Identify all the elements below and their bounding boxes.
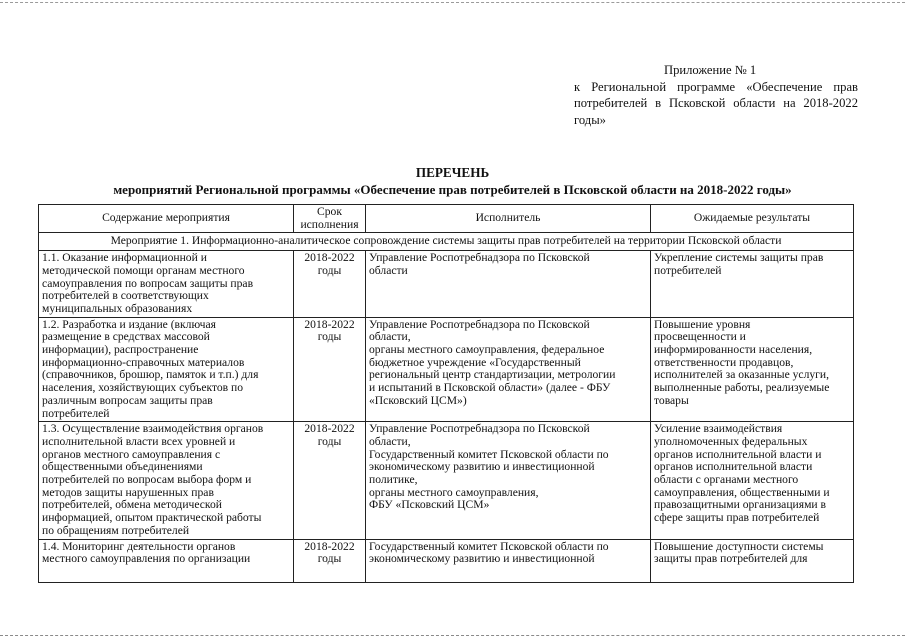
- content-cell: 1.1. Оказание информационной и методической помощи органам местного самоуправления по вопросам защиты прав потребителей в соответствующих муниципальных образованиях: [39, 251, 294, 318]
- table-header-row: [39, 205, 854, 233]
- measures-table: [38, 204, 854, 583]
- header-term: Срок исполнения: [294, 205, 366, 233]
- term-cell: 2018-2022 годы: [294, 317, 366, 422]
- measure-row: [39, 233, 854, 251]
- term-cell: 2018-2022 годы: [294, 422, 366, 539]
- appendix-body: к Региональной программе «Обеспечение прав потребителей в Псковской области на 2018-2022 годы»: [574, 79, 858, 127]
- executor-cell: Управление Роспотребнадзора по Псковской области, органы местного самоуправления, федеральное бюджетное учреждение «Государственный региональный центр стандартизации, метрологии и испытаний в Псковской области» (далее - ФБУ «Псковский ЦСМ»): [366, 317, 651, 422]
- result-cell: Повышение доступности системы защиты прав потребителей для: [651, 539, 854, 582]
- table-row: [39, 317, 854, 422]
- table-row: [39, 422, 854, 539]
- executor-cell: Управление Роспотребнадзора по Псковской области: [366, 251, 651, 318]
- scan-edge-top: [0, 2, 905, 3]
- content-cell: 1.3. Осуществление взаимодействия органов исполнительной власти всех уровней и органов местного самоуправления с общественными объединениями потребителей по вопросам выбора форм и методов защиты нарушенных прав потребителей, обмена методической информацией, опытом практической работы по обращениям потребителей: [39, 422, 294, 539]
- result-cell: Усиление взаимодействия уполномоченных федеральных органов исполнительной власти и органов исполнительной власти области с органами местного самоуправления, общественными и правозащитными организациями в сфере защиты прав потребителей: [651, 422, 854, 539]
- term-cell: 2018-2022 годы: [294, 539, 366, 582]
- document-title: ПЕРЕЧЕНЬ: [415, 165, 490, 180]
- content-cell: 1.2. Разработка и издание (включая размещение в средствах массовой информации), распространение информационно-справочных материалов (справочников, брошюр, памяток и т.п.) для населения, хозяйствующих субъектов по различным вопросам защиты прав потребителей: [39, 317, 294, 422]
- appendix-note: [574, 62, 858, 128]
- term-cell: 2018-2022 годы: [294, 251, 366, 318]
- executor-cell: Государственный комитет Псковской области по экономическому развитию и инвестиционной: [366, 539, 651, 582]
- measure-title: Мероприятие 1. Информационно-аналитическое сопровождение системы защиты прав потребителей на территории Псковской области: [39, 233, 854, 251]
- result-cell: Повышение уровня просвещенности и информированности населения, ответственности продавцов, исполнителей за оказанные услуги, выполненные работы, реализуемые товары: [651, 317, 854, 422]
- document-subtitle: мероприятий Региональной программы «Обеспечение прав потребителей в Псковской области на 2018-2022 годы»: [113, 182, 792, 197]
- header-results: Ожидаемые результаты: [651, 205, 854, 233]
- table-row: [39, 251, 854, 318]
- content-cell: 1.4. Мониторинг деятельности органов местного самоуправления по организации: [39, 539, 294, 582]
- appendix-title: Приложение № 1: [664, 63, 757, 77]
- result-cell: Укрепление системы защиты прав потребителей: [651, 251, 854, 318]
- executor-cell: Управление Роспотребнадзора по Псковской области, Государственный комитет Псковской области по экономическому развитию и инвестиционной политике, органы местного самоуправления, ФБУ «Псковский ЦСМ»: [366, 422, 651, 539]
- table-row: [39, 539, 854, 582]
- header-executor: Исполнитель: [366, 205, 651, 233]
- header-content: Содержание мероприятия: [39, 205, 294, 233]
- scan-edge-bottom: [0, 635, 905, 636]
